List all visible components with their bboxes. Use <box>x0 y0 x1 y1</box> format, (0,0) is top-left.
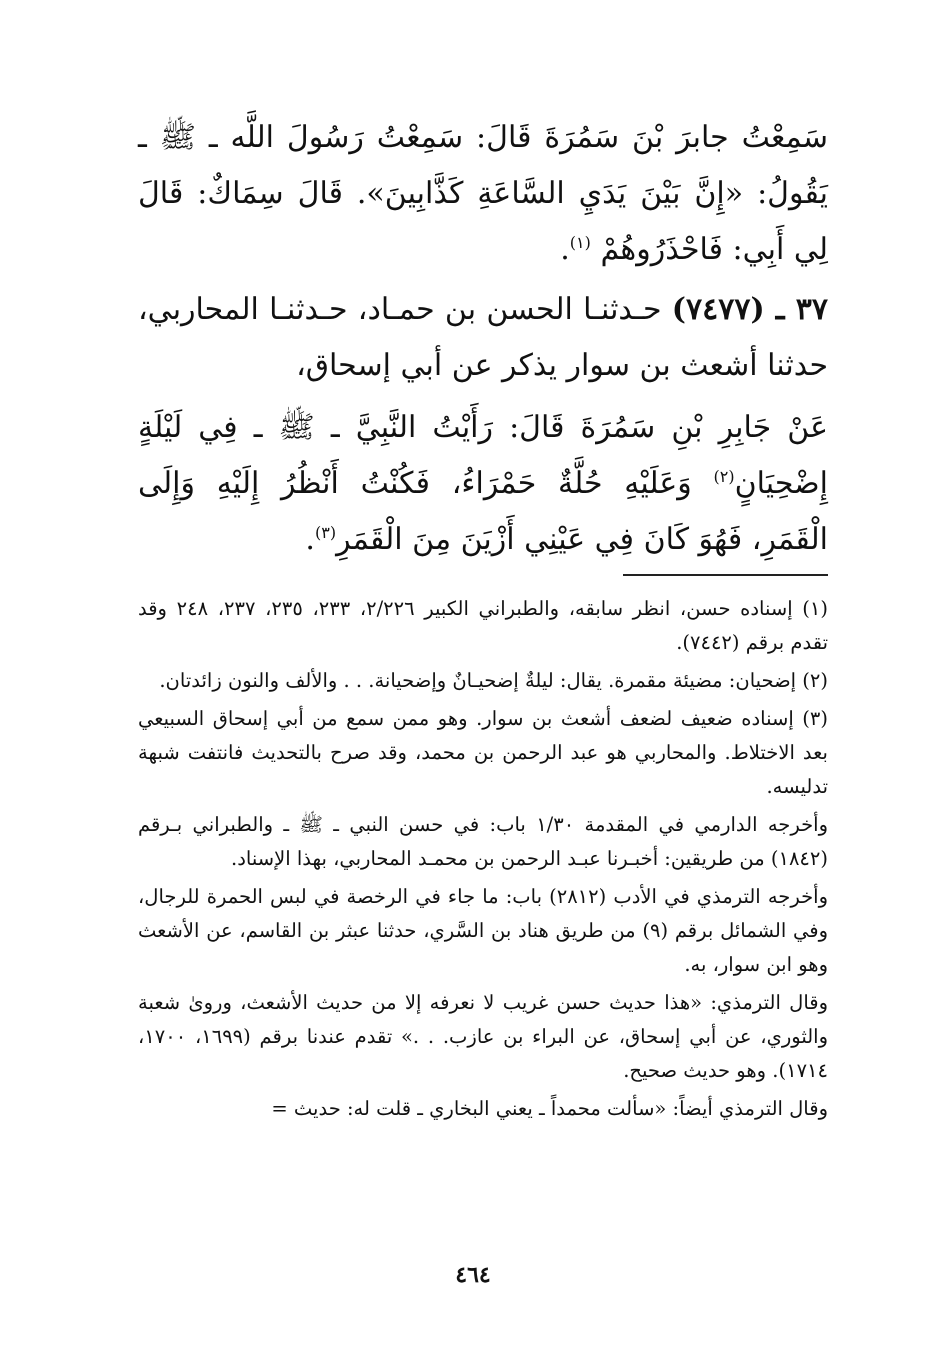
hadith-2-end: . <box>305 522 315 557</box>
footnote-3-tirmidhi: وأخرجه الترمذي في الأدب (٢٨١٢) باب: ما جاء في الرخصة في لبس الحمرة للرجال، وفي الشمائل برقم (٩) من طريق هناد بن السَّري، حدثنا عبثر بن القاسم، عن الأشعث وهو ابن سوار، به. <box>138 885 828 976</box>
hadith-2-text-b: وَعَلَيْهِ حُلَّةٌ حَمْرَاءُ، فَكُنْتُ أَنْظُرُ إِلَيْهِ وَإِلَى الْقَمَرِ، فَهُوَ كَانَ فِي عَيْنِي أَزْيَنَ مِنَ الْقَمَرِ <box>138 466 828 557</box>
hadith-paragraph-1 <box>138 110 828 278</box>
footnote-1: (١) إسناده حسن، انظر سابقه، والطبراني الكبير ٢/٢٢٦، ٢٣٣، ٢٣٥، ٢٣٧، ٢٤٨ وقد تقدم برقم (٧٤٤٢). <box>138 597 828 654</box>
hadith-1-end: . <box>560 232 570 267</box>
footnote-3: (٣) إسناده ضعيف لضعف أشعث بن سوار. وهو ممن سمع من أبي إسحاق السبيعي بعد الاختلاط. والمحاربي هو عبد الرحمن بن محمد، وقد صرح بالتحديث فانتفت شبهة تدليسه. <box>138 707 828 798</box>
hadith-2-text-a: عَنْ جَابِرِ بْنِ سَمُرَةَ قَالَ: رَأَيْتُ النَّبِيَّ ـ ﷺ ـ فِي لَيْلَةٍ إِضْحِيَانٍ <box>138 410 828 501</box>
footnote-marker-3: (٣) <box>314 523 337 542</box>
footnote-separator <box>623 574 828 576</box>
page-number: ٤٦٤ <box>455 1262 491 1288</box>
footnote-3-tirmidhi-also: وقال الترمذي أيضاً: «سألت محمداً ـ يعني البخاري ـ قلت له: حديث = <box>271 1097 828 1120</box>
page-content <box>138 110 828 1130</box>
isnad-paragraph <box>138 282 828 394</box>
footnote-3-darimi: وأخرجه الدارمي في المقدمة ١/٣٠ باب: في حسن النبي ـ ﷺ ـ والطبراني بـرقم (١٨٤٢) من طريقين: أخبـرنا عبـد الرحمن بن محمـد المحاربي، بهذا الإسناد. <box>138 813 828 870</box>
footnote-marker-2: (٢) <box>713 467 735 486</box>
isnad-text: حـدثنـا الحسن بن حمـاد، حـدثنـا المحاربي، حدثنا أشعث بن سوار يذكر عن أبي إسحاق، <box>138 292 828 383</box>
hadith-paragraph-2 <box>138 400 828 568</box>
hadith-1-text: سَمِعْتُ جابرَ بْنَ سَمُرَةَ قَالَ: سَمِعْتُ رَسُولَ اللَّه ـ ﷺ ـ يَقُولُ: «إِنَّ بَيْنَ يَدَيِ السَّاعَةِ كَذَّابِينَ». قَالَ سِمَاكٌ: قَالَ لِي أَبِي: فَاحْذَرُوهُمْ <box>138 120 828 267</box>
footnote-2: (٢) إضحيان: مضيئة مقمرة. يقال: ليلةٌ إضحيـانٌ وإضحيانة. . . والألف والنون زائدتان. <box>159 669 828 692</box>
footnote-marker-1: (١) <box>569 233 591 252</box>
main-text <box>138 110 828 568</box>
footnote-3-tirmidhi-quote: وقال الترمذي: «هذا حديث حسن غريب لا نعرفه إلا من حديث الأشعث، وروىٰ شعبة والثوري، عن أبي إسحاق، عن البراء بن عازب. . .» تقدم عندنا برقم (١٦٩٩، ١٧٠٠، ١٧١٤). وهو حديث صحيح. <box>138 991 829 1082</box>
hadith-number: ٣٧ ـ (٧٤٧٧) <box>671 292 829 327</box>
footnotes <box>138 592 828 1126</box>
